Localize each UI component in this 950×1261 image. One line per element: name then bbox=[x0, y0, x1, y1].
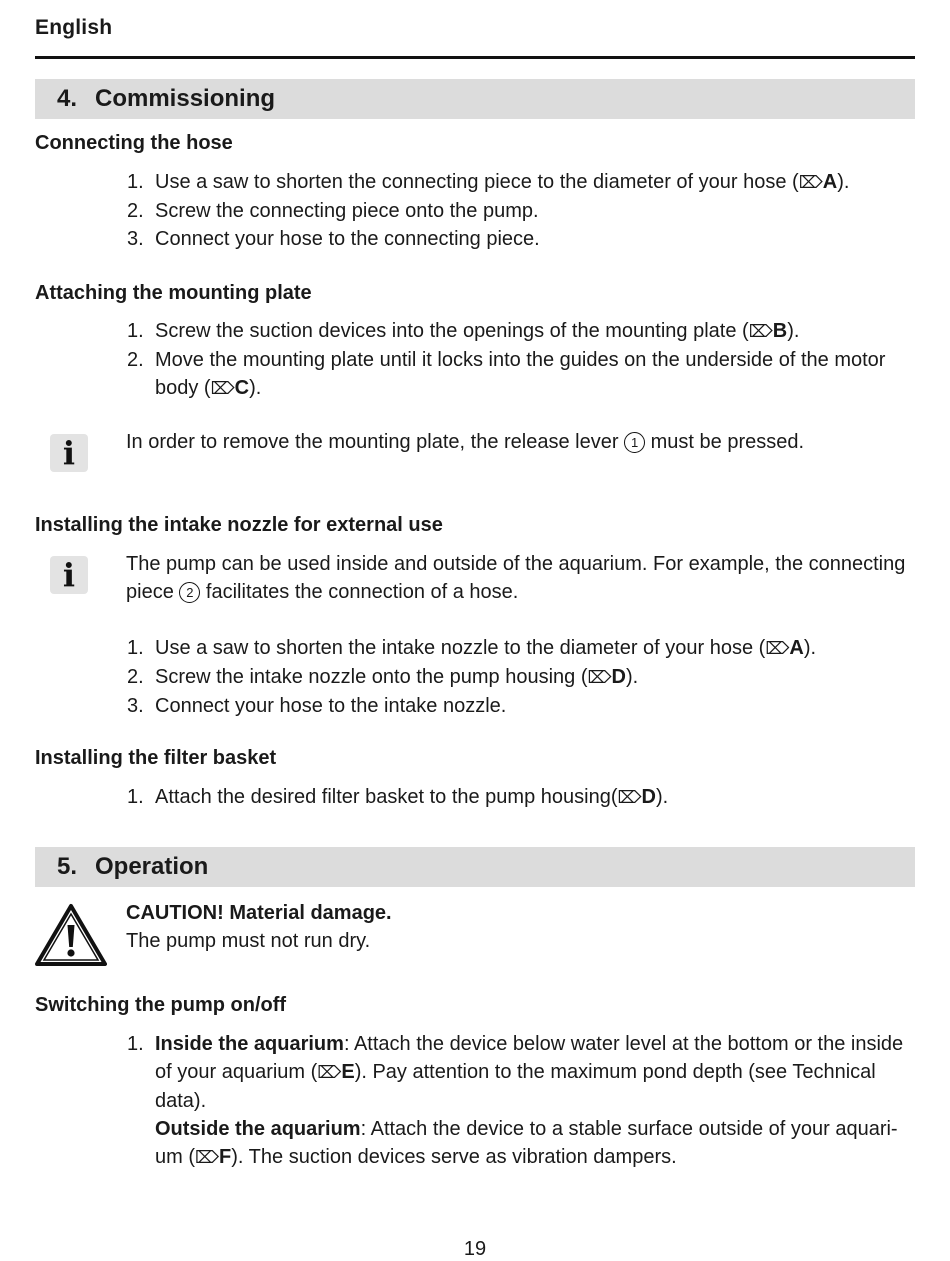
list-item: 3. Connect your hose to the connecting piece. bbox=[127, 228, 540, 250]
list-item: 2. Move the mounting plate until it locks into the guides on the underside of the motor body (⌦C). bbox=[127, 349, 886, 399]
plate-steps bbox=[127, 317, 917, 403]
subheading-switching: Switching the pump on/off bbox=[35, 994, 287, 1016]
list-item: 3. Connect your hose to the intake nozzle. bbox=[127, 695, 507, 717]
info-note-release-lever: In order to remove the mounting plate, the release lever 1 must be pressed. bbox=[126, 431, 805, 453]
reference-icon: ⌦ bbox=[210, 379, 235, 398]
page-number: 19 bbox=[463, 1238, 487, 1260]
info-icon: i bbox=[50, 434, 88, 472]
section-4-header bbox=[35, 79, 915, 119]
subheading-intake-nozzle: Installing the intake nozzle for external use bbox=[35, 514, 443, 536]
caution-text: The pump must not run dry. bbox=[126, 930, 371, 952]
section-number: 4. bbox=[56, 85, 77, 112]
filter-steps bbox=[127, 783, 917, 812]
marker-2: 2 bbox=[179, 582, 200, 603]
reference-icon: ⌦ bbox=[617, 788, 642, 807]
caution-title: CAUTION! Material damage. bbox=[126, 902, 392, 924]
subheading-connecting-hose: Connecting the hose bbox=[35, 132, 233, 154]
list-item: 1. Attach the desired filter basket to the pump housing(⌦D). bbox=[127, 786, 669, 808]
info-icon: i bbox=[50, 556, 88, 594]
reference-icon: ⌦ bbox=[317, 1063, 342, 1082]
language-label: English bbox=[35, 16, 113, 39]
list-item: 2. Screw the intake nozzle onto the pump housing (⌦D). bbox=[127, 666, 639, 688]
outside-aquarium-text: Outside the aquarium: Attach the device to a stable surface outside of your aquari-um (⌦F). The suction devices serve as vibration dampers. bbox=[155, 1118, 898, 1168]
reference-icon: ⌦ bbox=[798, 173, 823, 192]
list-item: 1. Use a saw to shorten the intake nozzle to the diameter of your hose (⌦A). bbox=[127, 637, 817, 659]
section-5-header bbox=[35, 847, 915, 887]
section-title: Commissioning bbox=[95, 85, 276, 112]
subheading-filter-basket: Installing the filter basket bbox=[35, 747, 277, 769]
intake-steps bbox=[127, 634, 917, 720]
reference-icon: ⌦ bbox=[587, 668, 612, 687]
list-item: 1. Use a saw to shorten the connecting piece to the diameter of your hose (⌦A). bbox=[127, 171, 850, 193]
reference-icon: ⌦ bbox=[765, 639, 790, 658]
info-note-inside-outside: The pump can be used inside and outside of the aquarium. For example, the connecting piece 2 facilitates the connection of a hose. bbox=[126, 553, 906, 603]
header-rule bbox=[35, 56, 915, 59]
list-item: 1. Screw the suction devices into the openings of the mounting plate (⌦B). bbox=[127, 320, 800, 342]
warning-triangle-icon bbox=[35, 903, 107, 967]
list-item: 1. Inside the aquarium: Attach the device below water level at the bottom or the inside of your aquarium (⌦E). Pay attention to the maximum pond depth (see Technical data). Outside the aquarium: Attach the device to a stable surface outside of your aquari-um (⌦F). The suction devices serve as vibration dampers. bbox=[127, 1033, 904, 1168]
switching-steps bbox=[127, 1030, 917, 1172]
section-number: 5. bbox=[56, 853, 77, 880]
hose-steps bbox=[127, 168, 917, 253]
inside-aquarium-text: Inside the aquarium: Attach the device below water level at the bottom or the inside of your aquarium (⌦E). Pay attention to the maximum pond depth (see Technical data). bbox=[155, 1033, 904, 1112]
list-item: 2. Screw the connecting piece onto the pump. bbox=[127, 200, 539, 222]
reference-icon: ⌦ bbox=[195, 1148, 220, 1167]
subheading-mounting-plate: Attaching the mounting plate bbox=[35, 282, 312, 304]
reference-icon: ⌦ bbox=[748, 322, 773, 341]
marker-1: 1 bbox=[624, 432, 645, 453]
section-title: Operation bbox=[95, 853, 209, 880]
